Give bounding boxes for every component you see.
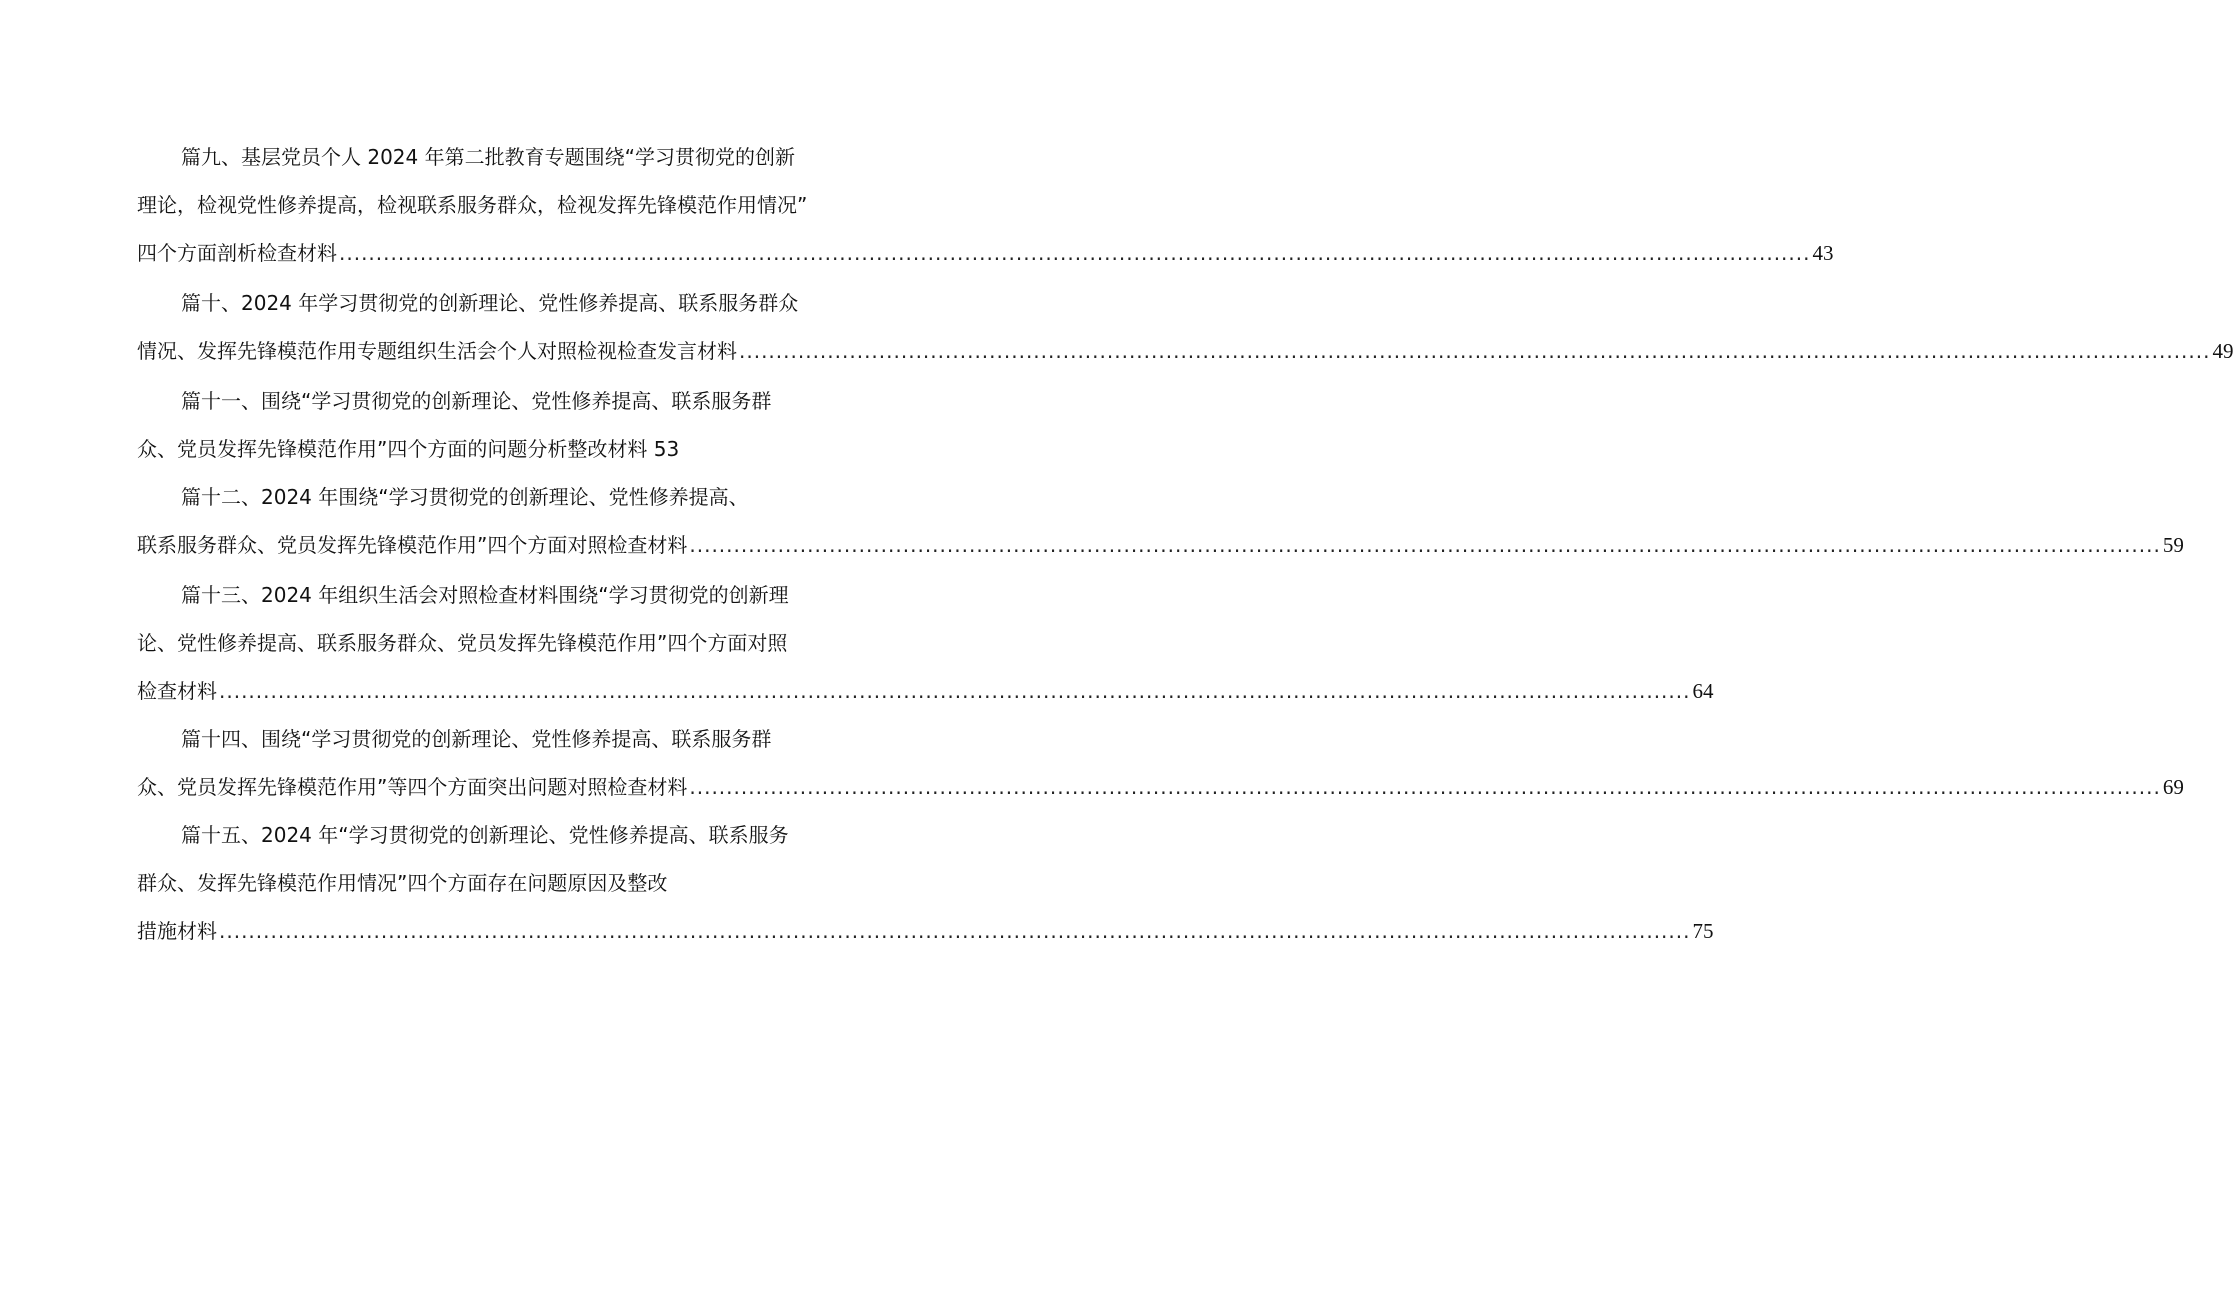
dot-leader: ........................................................................................................................................................................................................ xyxy=(339,241,1811,265)
dot-leader: ........................................................................................................................................................................................................ xyxy=(739,339,2211,363)
toc-entry-12-line-1[interactable]: 篇十二、2024 年围绕“学习贯彻党的创新理论、党性修养提高、 xyxy=(181,485,749,509)
dot-leader: ........................................................................................................................................................................................................ xyxy=(689,775,2161,799)
toc-page-number: 43 xyxy=(1812,241,1834,265)
toc-page-number: 75 xyxy=(1692,919,1714,943)
toc-page-number: 69 xyxy=(2162,775,2184,799)
toc-entry-15-line-2[interactable]: 群众、发挥先锋模范作用情况”四个方面存在问题原因及整改 xyxy=(137,871,668,895)
toc-entry-10-line-2[interactable] xyxy=(137,334,2233,368)
dot-leader: ........................................................................................................................................................................................................ xyxy=(689,533,2161,557)
toc-entry-13-line-3[interactable] xyxy=(137,674,1714,708)
toc-entry-14-line-1[interactable]: 篇十四、围绕“学习贯彻党的创新理论、党性修养提高、联系服务群 xyxy=(181,727,772,751)
toc-entry-14-line-2[interactable] xyxy=(137,770,2184,804)
toc-entry-label: 检查材料 xyxy=(137,679,217,703)
toc-entry-11-line-2[interactable]: 众、党员发挥先锋模范作用”四个方面的问题分析整改材料 53 xyxy=(137,437,680,461)
toc-entry-9-line-1[interactable]: 篇九、基层党员个人 2024 年第二批教育专题围绕“学习贯彻党的创新 xyxy=(181,145,795,169)
toc-entry-15-line-1[interactable]: 篇十五、2024 年“学习贯彻党的创新理论、党性修养提高、联系服务 xyxy=(181,823,789,847)
toc-entry-label: 联系服务群众、党员发挥先锋模范作用”四个方面对照检查材料 xyxy=(137,533,688,557)
toc-page-number: 64 xyxy=(1692,679,1714,703)
toc-entry-9-line-3[interactable] xyxy=(137,236,1834,270)
toc-entry-13-line-2[interactable]: 论、党性修养提高、联系服务群众、党员发挥先锋模范作用”四个方面对照 xyxy=(137,631,788,655)
toc-entry-9-line-2[interactable]: 理论，检视党性修养提高，检视联系服务群众，检视发挥先锋模范作用情况” xyxy=(137,193,808,217)
toc-entry-11-line-1[interactable]: 篇十一、围绕“学习贯彻党的创新理论、党性修养提高、联系服务群 xyxy=(181,389,772,413)
toc-page-number: 49 xyxy=(2212,339,2233,363)
toc-entry-13-line-1[interactable]: 篇十三、2024 年组织生活会对照检查材料围绕“学习贯彻党的创新理 xyxy=(181,583,789,607)
toc-entry-label: 措施材料 xyxy=(137,919,217,943)
toc-entry-10-line-1[interactable]: 篇十、2024 年学习贯彻党的创新理论、党性修养提高、联系服务群众 xyxy=(181,291,799,315)
toc-entry-15-line-3[interactable] xyxy=(137,914,1714,948)
toc-entry-label: 情况、发挥先锋模范作用专题组织生活会个人对照检视检查发言材料 xyxy=(137,339,737,363)
dot-leader: ........................................................................................................................................................................................................ xyxy=(219,679,1691,703)
toc-entry-label: 众、党员发挥先锋模范作用”等四个方面突出问题对照检查材料 xyxy=(137,775,688,799)
toc-page-number: 59 xyxy=(2162,533,2184,557)
toc-entry-12-line-2[interactable] xyxy=(137,528,2184,562)
dot-leader: ........................................................................................................................................................................................................ xyxy=(219,919,1691,943)
toc-entry-label: 四个方面剖析检查材料 xyxy=(137,241,337,265)
